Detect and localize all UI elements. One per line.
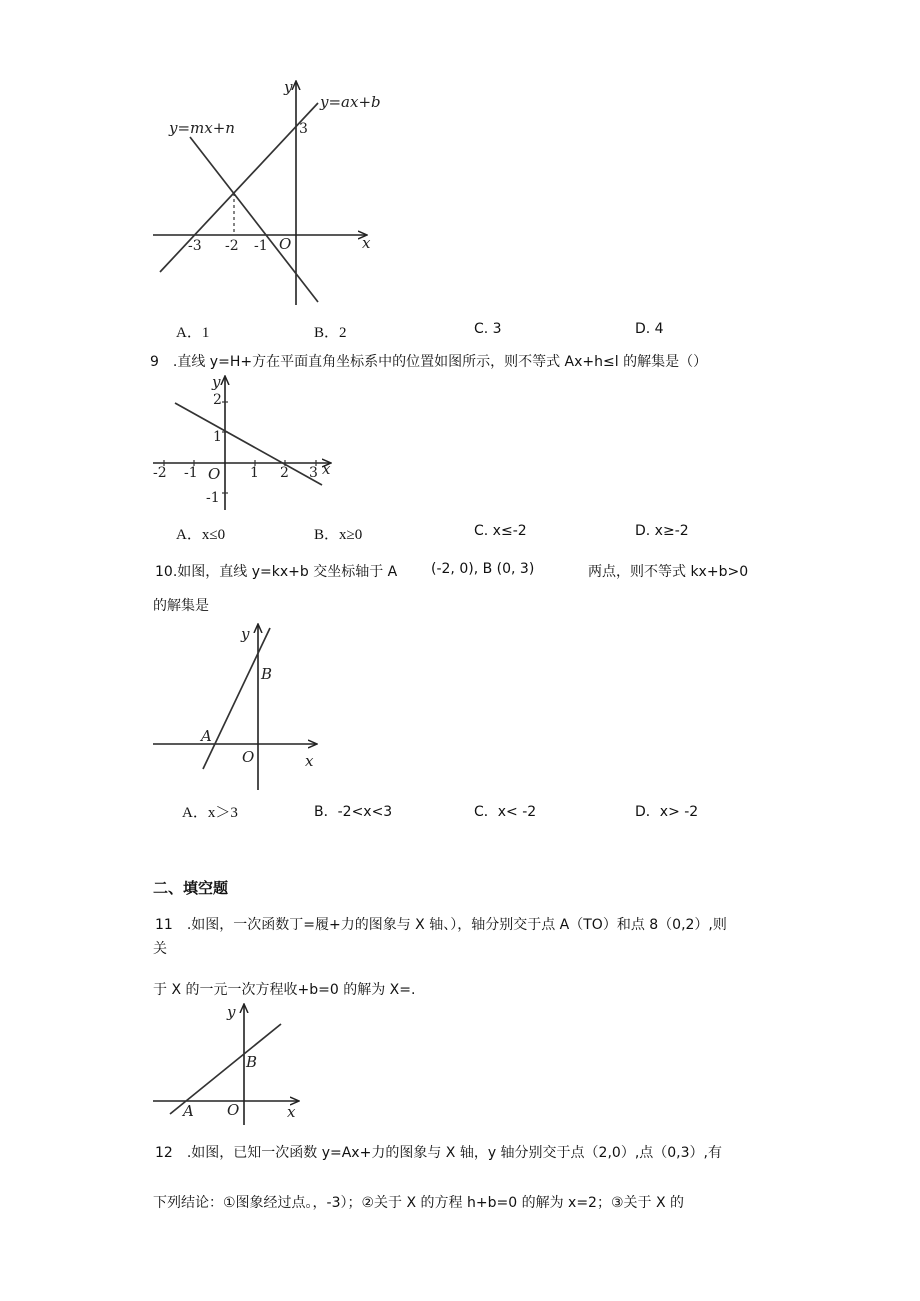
- q11-point-b: B: [246, 1053, 258, 1071]
- q9-y-tick: 1: [213, 429, 222, 445]
- q9-x-tick: -2: [153, 465, 167, 481]
- q8-x-tick: -2: [225, 238, 239, 254]
- q9-x-label: x: [322, 460, 331, 478]
- q9-x-tick: -1: [184, 465, 198, 481]
- q9-x-tick: 1: [250, 465, 259, 481]
- q8-x-tick: -3: [188, 238, 202, 254]
- q9-x-tick: 3: [309, 465, 318, 481]
- q9-option-b[interactable]: B．x≥0: [314, 527, 363, 543]
- q11-x-label: x: [287, 1103, 296, 1121]
- q8-option-c[interactable]: C. 3: [474, 321, 502, 337]
- q12-question-line1: 12 .如图，已知一次函数 y=Ax+力的图象与 X 轴，y 轴分别交于点（2,0）,点（0,3）,有: [155, 1145, 722, 1161]
- q9-y-label: y: [212, 373, 221, 391]
- q10-point-b: B: [261, 665, 273, 683]
- section-title: 二、填空题: [153, 879, 229, 897]
- q12-question-line2: 下列结论：①图象经过点。，-3）；②关于 X 的方程 h+b=0 的解为 x=2；③关于 X 的: [153, 1195, 684, 1211]
- q8-y-tick: 3: [299, 121, 308, 137]
- q9-y-tick: -1: [206, 490, 220, 506]
- q8-option-d[interactable]: D. 4: [635, 321, 664, 337]
- q8-option-b[interactable]: B．2: [314, 325, 347, 341]
- q8-y-label: y: [284, 78, 293, 96]
- q10-option-d[interactable]: D．x> -2: [635, 804, 699, 820]
- q9-option-a[interactable]: A．x≤0: [176, 527, 226, 543]
- q11-origin: O: [227, 1101, 240, 1119]
- q9-option-c[interactable]: C. x≤-2: [474, 523, 527, 539]
- q10-y-label: y: [241, 625, 250, 643]
- q10-question-part2: (-2, 0), B (0, 3): [431, 561, 535, 577]
- q10-origin: O: [242, 748, 255, 766]
- q11-question-line2: 关: [153, 941, 167, 957]
- q9-x-tick: 2: [280, 465, 289, 481]
- q9-origin: O: [208, 465, 221, 483]
- q10-x-label: x: [305, 752, 314, 770]
- q8-x-label: x: [362, 234, 371, 252]
- q8-option-a[interactable]: A．1: [176, 325, 210, 341]
- q11-question-line3: 于 X 的一元一次方程收+b=0 的解为 X=.: [153, 982, 416, 998]
- q10-point-a: A: [201, 727, 212, 745]
- q8-origin: O: [279, 235, 292, 253]
- q10-question-part1: 10.如图，直线 y=kx+b 交坐标轴于 A: [155, 564, 398, 580]
- q10-option-c[interactable]: C．x< -2: [474, 804, 537, 820]
- q10-option-b[interactable]: B．-2<x<3: [314, 804, 393, 820]
- q9-question: 9 .直线 y=H+方在平面直角坐标系中的位置如图所示，则不等式 Ax+h≤l 的解集是（）: [150, 354, 708, 370]
- q9-y-tick: 2: [213, 392, 222, 408]
- q8-line1-label: y=ax+b: [320, 93, 381, 111]
- q8-line2-label: y=mx+n: [169, 119, 235, 137]
- q11-y-label: y: [227, 1003, 236, 1021]
- q10-question-part3: 两点，则不等式 kx+b>0: [588, 564, 749, 580]
- q11-point-a: A: [183, 1102, 194, 1120]
- q9-option-d[interactable]: D. x≥-2: [635, 523, 689, 539]
- q11-question-line1: 11 .如图，一次函数丁=履+力的图象与 X 轴、），轴分别交于点 A（TO）和点 8（0,2）,则: [155, 917, 727, 933]
- q8-x-tick: -1: [254, 238, 268, 254]
- q10-question-line2: 的解集是: [153, 598, 209, 614]
- q10-option-a[interactable]: A．x＞3: [182, 805, 238, 821]
